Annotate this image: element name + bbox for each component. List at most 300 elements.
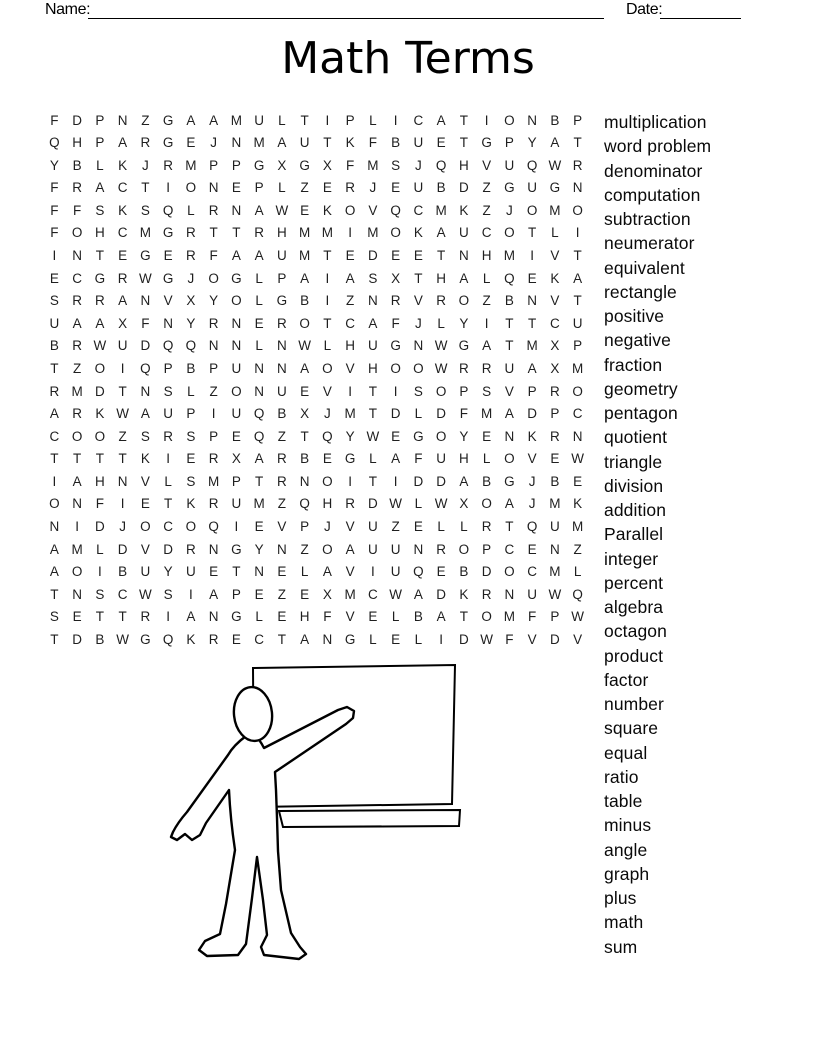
grid-letter: E <box>209 564 219 580</box>
grid-letter: E <box>231 180 241 196</box>
grid-letter: Z <box>346 293 355 309</box>
grid-letter: R <box>459 360 469 376</box>
grid-letter: T <box>368 406 377 422</box>
grid-letter: Y <box>163 564 173 580</box>
grid-letter: T <box>50 631 59 647</box>
date-field-line <box>660 1 741 19</box>
grid-letter: I <box>211 406 216 422</box>
grid-letter: A <box>254 248 264 264</box>
grid-letter: C <box>368 586 378 602</box>
grid-letter: O <box>390 360 401 376</box>
grid-letter: Z <box>482 293 491 309</box>
grid-letter: U <box>186 564 196 580</box>
grid-letter: U <box>368 519 378 535</box>
grid-letter: U <box>277 248 287 264</box>
grid-letter: S <box>95 586 105 602</box>
grid-letter: H <box>72 135 82 151</box>
grid-letter: X <box>277 157 287 173</box>
grid-letter: H <box>95 225 105 241</box>
grid-letter: S <box>482 383 492 399</box>
grid-letter: L <box>255 270 263 286</box>
word-list-item: product <box>604 645 664 666</box>
grid-letter: Z <box>300 541 309 557</box>
grid-letter: N <box>72 496 82 512</box>
grid-letter: U <box>254 112 264 128</box>
grid-letter: A <box>209 586 219 602</box>
grid-letter: Z <box>141 112 150 128</box>
grid-letter: U <box>368 338 378 354</box>
grid-letter: A <box>300 360 310 376</box>
grid-letter: Q <box>526 519 538 535</box>
grid-letter: R <box>481 586 492 602</box>
grid-letter: C <box>527 564 537 580</box>
grid-letter: I <box>325 293 330 309</box>
grid-letter: H <box>277 225 287 241</box>
grid-letter: W <box>434 338 448 354</box>
grid-letter: I <box>575 225 580 241</box>
grid-letter: A <box>436 609 446 625</box>
grid-letter: T <box>505 519 514 535</box>
grid-letter: G <box>390 338 401 354</box>
grid-letter: N <box>208 180 219 196</box>
grid-letter: X <box>391 270 401 286</box>
grid-letter: A <box>436 112 446 128</box>
grid-letter: E <box>163 248 173 264</box>
grid-letter: V <box>345 519 355 535</box>
grid-letter: P <box>277 270 287 286</box>
grid-letter: E <box>231 631 241 647</box>
grid-letter: U <box>459 225 469 241</box>
word-search-grid <box>43 109 589 651</box>
grid-letter: T <box>141 180 150 196</box>
grid-letter: O <box>299 315 310 331</box>
grid-letter: E <box>231 428 241 444</box>
grid-letter: A <box>95 315 105 331</box>
grid-letter: U <box>527 180 537 196</box>
grid-letter: T <box>505 338 514 354</box>
grid-letter: W <box>548 157 562 173</box>
grid-letter: L <box>278 180 286 196</box>
grid-letter: N <box>299 473 310 489</box>
grid-letter: T <box>300 112 309 128</box>
word-list-item: graph <box>604 863 650 884</box>
grid-letter: X <box>550 338 560 354</box>
grid-letter: N <box>322 631 333 647</box>
grid-letter: U <box>163 406 173 422</box>
grid-letter: X <box>459 496 469 512</box>
grid-letter: G <box>162 225 174 241</box>
grid-letter: J <box>142 157 149 173</box>
grid-letter: I <box>166 180 170 196</box>
grid-letter: G <box>458 338 470 354</box>
grid-letter: A <box>391 451 401 467</box>
grid-letter: A <box>368 315 378 331</box>
grid-letter: H <box>481 248 492 264</box>
grid-letter: V <box>573 631 583 647</box>
grid-letter: N <box>163 315 173 331</box>
grid-letter: U <box>527 586 537 602</box>
grid-letter: Z <box>277 428 286 444</box>
grid-letter: A <box>254 202 264 218</box>
grid-letter: E <box>436 135 446 151</box>
grid-letter: R <box>95 293 105 309</box>
grid-letter: M <box>299 248 311 264</box>
grid-letter: K <box>550 270 560 286</box>
grid-letter: D <box>390 406 401 422</box>
grid-letter: O <box>572 202 583 218</box>
grid-letter: A <box>95 180 105 196</box>
grid-letter: A <box>186 609 196 625</box>
word-list-item: subtraction <box>604 209 691 229</box>
grid-letter: C <box>72 270 82 286</box>
grid-letter: A <box>186 112 196 128</box>
grid-letter: G <box>504 180 515 196</box>
grid-letter: I <box>325 270 330 286</box>
word-list-item: equal <box>604 742 648 763</box>
grid-letter: L <box>255 609 263 625</box>
grid-letter: E <box>300 586 310 602</box>
grid-letter: D <box>163 541 173 557</box>
grid-letter: N <box>527 112 537 128</box>
grid-letter: F <box>505 631 514 647</box>
grid-letter: F <box>50 225 59 241</box>
grid-letter: C <box>254 631 264 647</box>
grid-letter: B <box>277 406 287 422</box>
grid-letter: X <box>231 451 241 467</box>
grid-letter: F <box>50 180 59 196</box>
grid-letter: T <box>300 428 309 444</box>
grid-letter: G <box>231 270 242 286</box>
grid-letter: U <box>572 315 583 331</box>
grid-letter: U <box>231 406 242 422</box>
grid-letter: E <box>391 248 401 264</box>
grid-letter: R <box>436 541 446 557</box>
grid-letter: N <box>231 315 242 331</box>
grid-letter: R <box>186 225 196 241</box>
grid-letter: E <box>49 270 59 286</box>
grid-letter: X <box>550 360 560 376</box>
grid-letter: A <box>504 406 514 422</box>
date-label: Date: <box>626 1 663 18</box>
grid-letter: C <box>481 225 492 241</box>
grid-letter: E <box>436 564 446 580</box>
grid-letter: W <box>116 631 129 647</box>
grid-letter: B <box>550 112 560 128</box>
grid-letter: Q <box>140 360 151 376</box>
grid-letter: Q <box>162 631 174 647</box>
grid-letter: V <box>413 293 423 309</box>
grid-letter: A <box>72 315 82 331</box>
grid-letter: T <box>232 564 241 580</box>
grid-letter: O <box>140 519 151 535</box>
grid-letter: N <box>231 135 242 151</box>
grid-letter: T <box>573 293 582 309</box>
grid-letter: G <box>504 473 515 489</box>
grid-letter: L <box>323 338 332 354</box>
grid-letter: B <box>482 473 492 489</box>
grid-letter: A <box>436 225 446 241</box>
grid-letter: X <box>322 157 332 173</box>
grid-letter: B <box>49 338 59 354</box>
grid-letter: J <box>324 519 331 535</box>
grid-letter: W <box>434 496 448 512</box>
grid-letter: M <box>299 225 311 241</box>
grid-letter: U <box>368 541 378 557</box>
grid-letter: L <box>300 564 309 580</box>
grid-letter: Y <box>459 315 469 331</box>
grid-letter: N <box>413 338 424 354</box>
grid-letter: M <box>549 496 561 512</box>
grid-letter: P <box>163 360 173 376</box>
grid-letter: R <box>345 180 355 196</box>
grid-letter: O <box>71 564 83 580</box>
grid-letter: N <box>117 112 128 128</box>
word-list-item: triangle <box>604 451 663 472</box>
grid-letter: N <box>254 383 264 399</box>
grid-letter: F <box>459 406 468 422</box>
grid-letter: B <box>300 451 310 467</box>
grid-letter: L <box>460 519 468 535</box>
grid-letter: N <box>72 248 82 264</box>
grid-letter: I <box>484 112 489 128</box>
grid-letter: P <box>550 406 560 422</box>
grid-letter: U <box>390 564 401 580</box>
grid-letter: P <box>95 112 105 128</box>
grid-letter: Z <box>391 519 400 535</box>
grid-letter: S <box>140 428 150 444</box>
grid-letter: N <box>140 383 151 399</box>
grid-letter: N <box>49 519 60 535</box>
grid-letter: K <box>459 202 469 218</box>
grid-letter: N <box>413 541 424 557</box>
grid-letter: A <box>140 406 150 422</box>
whiteboard-tray <box>279 810 460 827</box>
grid-letter: I <box>393 473 398 489</box>
grid-letter: P <box>186 406 196 422</box>
grid-letter: Q <box>413 564 424 580</box>
grid-letter: O <box>208 270 219 286</box>
word-list-item: ratio <box>604 766 639 787</box>
grid-letter: F <box>209 248 218 264</box>
grid-letter: E <box>322 180 332 196</box>
grid-letter: L <box>391 609 400 625</box>
grid-letter: M <box>321 225 333 241</box>
grid-letter: I <box>234 519 239 535</box>
grid-letter: W <box>139 586 152 602</box>
grid-letter: M <box>344 586 356 602</box>
grid-letter: T <box>95 609 104 625</box>
grid-letter: W <box>571 451 584 467</box>
grid-letter: R <box>208 202 219 218</box>
grid-letter: R <box>140 609 151 625</box>
grid-letter: K <box>140 451 150 467</box>
grid-letter: P <box>209 157 219 173</box>
grid-letter: I <box>325 112 330 128</box>
grid-letter: E <box>140 496 150 512</box>
grid-letter: L <box>96 541 104 557</box>
grid-letter: E <box>186 451 196 467</box>
grid-letter: E <box>527 541 537 557</box>
grid-letter: L <box>255 338 263 354</box>
grid-letter: K <box>459 586 469 602</box>
grid-letter: U <box>413 135 424 151</box>
grid-letter: O <box>390 225 401 241</box>
grid-letter: I <box>348 383 352 399</box>
grid-letter: T <box>118 609 127 625</box>
grid-letter: B <box>118 564 128 580</box>
grid-letter: T <box>164 496 173 512</box>
grid-letter: F <box>368 135 377 151</box>
name-field-line <box>88 1 604 19</box>
grid-letter: T <box>459 609 468 625</box>
grid-letter: N <box>368 293 378 309</box>
grid-letter: D <box>436 586 446 602</box>
grid-letter: N <box>254 360 264 376</box>
word-list-item: algebra <box>604 597 664 617</box>
grid-letter: S <box>140 202 150 218</box>
grid-letter: E <box>345 248 355 264</box>
grid-letter: A <box>231 248 241 264</box>
grid-letter: A <box>118 135 128 151</box>
grid-letter: G <box>140 248 151 264</box>
grid-letter: R <box>208 631 219 647</box>
grid-letter: T <box>323 135 332 151</box>
grid-letter: I <box>484 315 489 331</box>
grid-letter: L <box>187 202 195 218</box>
grid-letter: K <box>95 406 105 422</box>
grid-letter: Q <box>435 157 447 173</box>
grid-letter: G <box>162 270 174 286</box>
grid-letter: N <box>527 293 537 309</box>
word-list-item: pentagon <box>604 403 678 423</box>
grid-letter: O <box>481 609 492 625</box>
grid-letter: A <box>72 473 82 489</box>
grid-letter: G <box>231 541 242 557</box>
word-list-item: division <box>604 475 664 496</box>
grid-letter: N <box>231 202 242 218</box>
grid-letter: N <box>277 541 287 557</box>
grid-letter: G <box>413 428 424 444</box>
grid-letter: Q <box>162 202 174 218</box>
grid-letter: C <box>117 180 128 196</box>
grid-letter: B <box>391 135 401 151</box>
grid-letter: T <box>73 451 82 467</box>
grid-letter: E <box>391 428 401 444</box>
grid-letter: U <box>231 496 242 512</box>
word-list-item: positive <box>604 306 665 326</box>
grid-letter: O <box>504 564 515 580</box>
word-list-item: table <box>604 791 643 811</box>
grid-letter: Q <box>49 135 60 151</box>
word-list-item: plus <box>604 888 637 908</box>
grid-letter: O <box>231 293 242 309</box>
grid-letter: R <box>72 406 82 422</box>
grid-letter: D <box>117 541 128 557</box>
grid-letter: Q <box>162 338 174 354</box>
grid-letter: C <box>413 202 424 218</box>
grid-letter: U <box>504 157 515 173</box>
grid-letter: I <box>188 586 193 602</box>
grid-letter: V <box>345 609 355 625</box>
grid-letter: P <box>573 112 583 128</box>
grid-letter: C <box>572 406 583 422</box>
grid-letter: B <box>186 360 196 376</box>
grid-letter: L <box>551 225 559 241</box>
grid-letter: R <box>436 293 446 309</box>
grid-letter: J <box>415 315 422 331</box>
grid-letter: M <box>367 225 379 241</box>
grid-letter: T <box>437 248 446 264</box>
grid-letter: U <box>413 180 424 196</box>
grid-letter: U <box>49 315 60 331</box>
grid-letter: E <box>300 383 310 399</box>
grid-letter: R <box>49 383 60 399</box>
grid-letter: N <box>231 338 242 354</box>
grid-letter: G <box>94 270 106 286</box>
grid-letter: U <box>299 135 310 151</box>
word-list-item: multiplication <box>604 112 707 132</box>
grid-letter: P <box>95 135 105 151</box>
grid-letter: F <box>50 202 59 218</box>
grid-letter: M <box>253 135 265 151</box>
grid-letter: T <box>459 112 468 128</box>
grid-letter: J <box>210 135 217 151</box>
grid-letter: K <box>186 496 196 512</box>
grid-letter: V <box>322 383 332 399</box>
grid-letter: D <box>550 631 560 647</box>
grid-letter: O <box>71 428 83 444</box>
grid-letter: E <box>254 519 264 535</box>
grid-letter: T <box>323 315 332 331</box>
grid-letter: R <box>140 135 151 151</box>
grid-letter: K <box>322 202 332 218</box>
grid-letter: C <box>345 315 355 331</box>
grid-letter: D <box>72 631 82 647</box>
grid-letter: S <box>186 473 196 489</box>
grid-letter: M <box>367 157 379 173</box>
grid-letter: V <box>140 541 150 557</box>
grid-letter: Z <box>300 180 309 196</box>
grid-letter: M <box>185 157 197 173</box>
grid-letter: T <box>459 135 468 151</box>
grid-letter: O <box>504 112 515 128</box>
grid-letter: F <box>346 157 355 173</box>
grid-letter: K <box>186 631 196 647</box>
grid-letter: F <box>50 112 59 128</box>
grid-letter: K <box>527 428 537 444</box>
grid-letter: R <box>72 180 82 196</box>
grid-letter: R <box>72 338 82 354</box>
grid-letter: V <box>482 157 492 173</box>
grid-letter: A <box>49 541 59 557</box>
grid-letter: M <box>572 519 584 535</box>
grid-letter: R <box>186 248 196 264</box>
grid-letter: R <box>550 428 560 444</box>
grid-letter: R <box>277 451 287 467</box>
grid-letter: K <box>118 157 128 173</box>
grid-letter: L <box>369 451 377 467</box>
word-list-item: geometry <box>604 378 678 399</box>
grid-letter: K <box>118 202 128 218</box>
grid-letter: E <box>413 519 423 535</box>
grid-letter: D <box>481 564 492 580</box>
grid-letter: C <box>49 428 60 444</box>
grid-letter: G <box>299 157 310 173</box>
grid-letter: Y <box>345 428 355 444</box>
grid-letter: O <box>481 496 492 512</box>
grid-letter: P <box>527 383 537 399</box>
grid-letter: H <box>459 451 469 467</box>
